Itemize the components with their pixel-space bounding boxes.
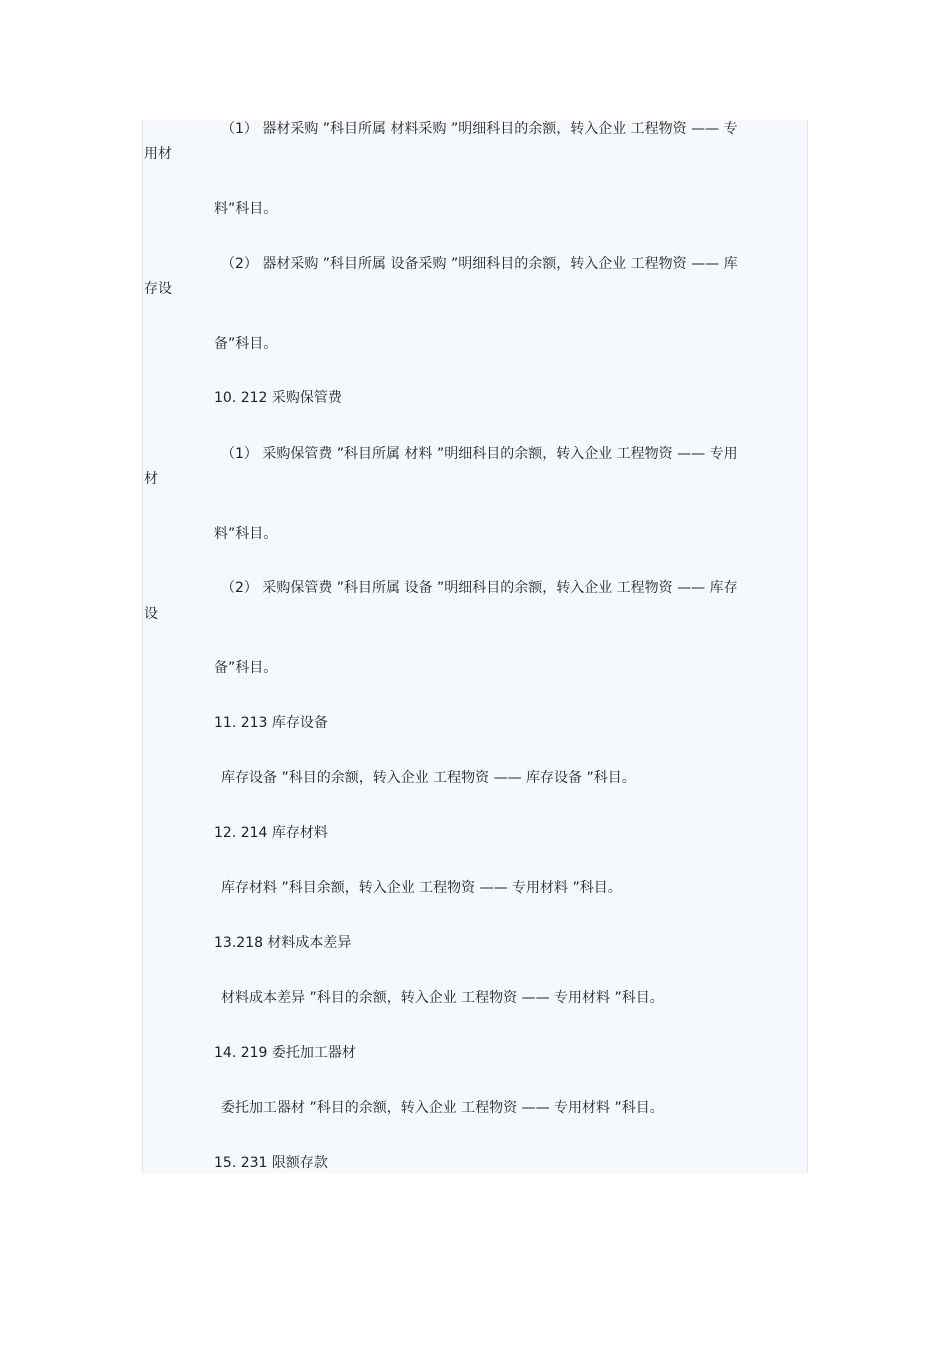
para-2-line-3: 备”科目。 <box>214 336 278 352</box>
para-3-line-2: 材 <box>144 471 158 487</box>
para-3-line-1: （1） 采购保管费 ”科目所属 材料 ”明细科目的余额，转入企业 工程物资 —— 专用 <box>221 446 738 462</box>
para-1-line-1: （1） 器材采购 ”科目所属 材料采购 ”明细科目的余额，转入企业 工程物资 —— 专 <box>221 121 738 137</box>
heading-12: 12. 214 库存材料 <box>214 825 328 841</box>
para-2-line-1: （2） 器材采购 ”科目所属 设备采购 ”明细科目的余额，转入企业 工程物资 —— 库 <box>221 256 738 272</box>
para-1-line-2: 用材 <box>144 146 172 162</box>
para-1-line-3: 料”科目。 <box>214 201 278 217</box>
heading-13: 13.218 材料成本差异 <box>214 935 352 951</box>
heading-10: 10. 212 采购保管费 <box>214 390 342 406</box>
document-panel <box>142 120 808 1173</box>
para-12: 库存材料 ”科目余额，转入企业 工程物资 —— 专用材料 ”科目。 <box>221 880 622 896</box>
para-14: 委托加工器材 ”科目的余额，转入企业 工程物资 —— 专用材料 ”科目。 <box>221 1100 664 1116</box>
para-4-line-1: （2） 采购保管费 ”科目所属 设备 ”明细科目的余额，转入企业 工程物资 —— 库存 <box>221 580 738 596</box>
para-11: 库存设备 ”科目的余额，转入企业 工程物资 —— 库存设备 ”科目。 <box>221 770 636 786</box>
para-2-line-2: 存设 <box>144 281 172 297</box>
para-13: 材料成本差异 ”科目的余额，转入企业 工程物资 —— 专用材料 ”科目。 <box>221 990 664 1006</box>
para-4-line-2: 设 <box>144 606 158 622</box>
para-4-line-3: 备”科目。 <box>214 660 278 676</box>
para-3-line-3: 料”科目。 <box>214 526 278 542</box>
heading-14: 14. 219 委托加工器材 <box>214 1045 356 1061</box>
heading-11: 11. 213 库存设备 <box>214 715 328 731</box>
heading-15: 15. 231 限额存款 <box>214 1155 328 1171</box>
